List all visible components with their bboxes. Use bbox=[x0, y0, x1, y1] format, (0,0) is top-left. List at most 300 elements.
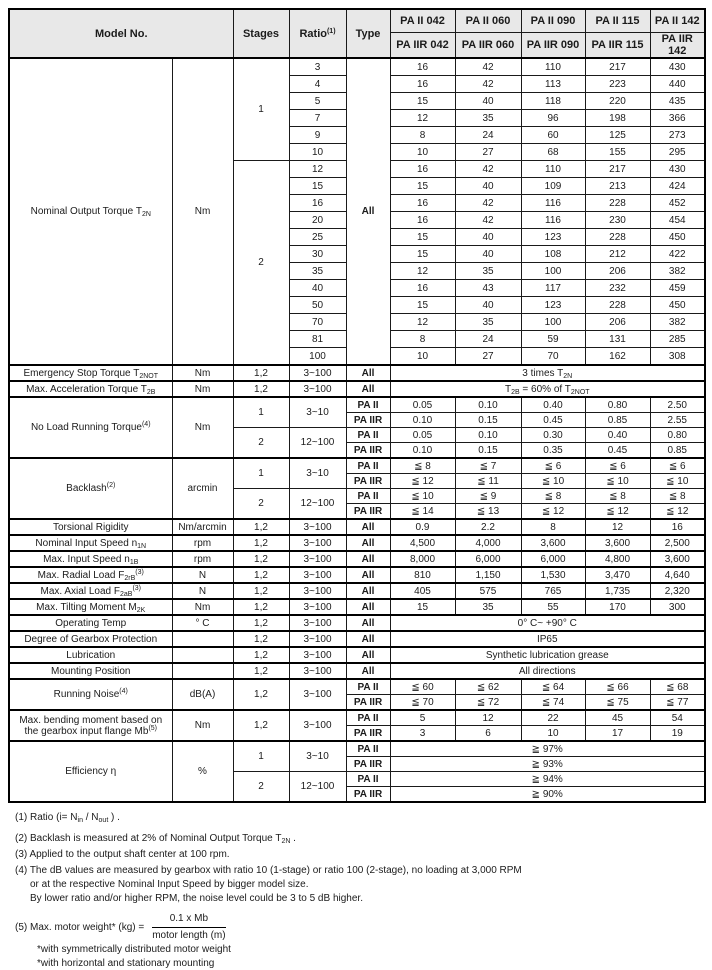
value-cell: 232 bbox=[585, 280, 650, 297]
row-label-max-radial-load: Max. Radial Load $F_{2rB}^{(3)}$ bbox=[9, 567, 172, 583]
value-cell: 40 bbox=[455, 246, 521, 263]
unit-cell bbox=[172, 663, 233, 679]
unit-cell: rpm bbox=[172, 535, 233, 551]
ratio-cell: 35 bbox=[289, 263, 346, 280]
ratio-cell: 3~100 bbox=[289, 599, 346, 615]
row-label-efficiency: Efficiency η bbox=[9, 741, 172, 802]
value-cell: 109 bbox=[521, 178, 585, 195]
ratio-cell: 20 bbox=[289, 212, 346, 229]
stages-cell: 1,2 bbox=[233, 710, 289, 741]
value-cell: 5 bbox=[390, 710, 455, 726]
ratio-cell: 12~100 bbox=[289, 489, 346, 520]
value-cell: 42 bbox=[455, 58, 521, 76]
value-cell: ≦ 8 bbox=[521, 489, 585, 504]
stages-cell: 1,2 bbox=[233, 583, 289, 599]
span-value-cell: ≧ 90% bbox=[390, 787, 705, 803]
table-row bbox=[9, 365, 705, 381]
table-row bbox=[9, 663, 705, 679]
value-cell: ≦ 6 bbox=[650, 458, 705, 474]
row-label-max-tilting-moment: Max. Tilting Moment $M_{2K}$ bbox=[9, 599, 172, 615]
row-label-emergency-stop-torque: Emergency Stop Torque $T_{2NOT}$ bbox=[9, 365, 172, 381]
value-cell: 4,000 bbox=[455, 535, 521, 551]
type-cell: All bbox=[346, 567, 390, 583]
value-cell: 96 bbox=[521, 110, 585, 127]
unit-cell: ° C bbox=[172, 615, 233, 631]
header-model-pa2: PA II 142 bbox=[650, 9, 705, 33]
value-cell: 212 bbox=[585, 246, 650, 263]
value-cell: 24 bbox=[455, 127, 521, 144]
value-cell: 40 bbox=[455, 93, 521, 110]
value-cell: 35 bbox=[455, 599, 521, 615]
header-model-pa2r: PA IIR 042 bbox=[390, 33, 455, 59]
type-cell: All bbox=[346, 365, 390, 381]
footnote-text: (5) Max. motor weight* (kg) = bbox=[15, 921, 145, 933]
unit-cell: Nm bbox=[172, 381, 233, 397]
ratio-cell: 3~100 bbox=[289, 519, 346, 535]
header-model-pa2: PA II 042 bbox=[390, 9, 455, 33]
unit-cell: Nm bbox=[172, 58, 233, 365]
value-cell: 15 bbox=[390, 229, 455, 246]
value-cell: 4,800 bbox=[585, 551, 650, 567]
ratio-cell: 7 bbox=[289, 110, 346, 127]
value-cell: 12 bbox=[455, 710, 521, 726]
value-cell: 217 bbox=[585, 161, 650, 178]
type-cell: PA IIR bbox=[346, 474, 390, 489]
table-row bbox=[9, 519, 705, 535]
gearbox-spec-table bbox=[8, 8, 706, 803]
type-cell: All bbox=[346, 58, 390, 365]
unit-cell: dB(A) bbox=[172, 679, 233, 710]
ratio-cell: 3~100 bbox=[289, 679, 346, 710]
header-model-pa2r: PA IIR 090 bbox=[521, 33, 585, 59]
stages-cell: 1,2 bbox=[233, 567, 289, 583]
value-cell: 40 bbox=[455, 297, 521, 314]
value-cell: ≦ 70 bbox=[390, 695, 455, 711]
ratio-cell: 3~100 bbox=[289, 551, 346, 567]
value-cell: 16 bbox=[650, 519, 705, 535]
value-cell: 430 bbox=[650, 58, 705, 76]
value-cell: 382 bbox=[650, 314, 705, 331]
span-value-cell: IP65 bbox=[390, 631, 705, 647]
stages-cell: 2 bbox=[233, 772, 289, 803]
unit-cell: % bbox=[172, 741, 233, 802]
type-cell: PA II bbox=[346, 428, 390, 443]
value-cell: 27 bbox=[455, 144, 521, 161]
value-cell: 108 bbox=[521, 246, 585, 263]
span-value-cell: $T_{2B} = 60\%$ of $T_{2NOT}$ bbox=[390, 381, 705, 397]
header-model-pa2: PA II 090 bbox=[521, 9, 585, 33]
value-cell: 228 bbox=[585, 229, 650, 246]
ratio-cell: 3~100 bbox=[289, 710, 346, 741]
value-cell: 1,530 bbox=[521, 567, 585, 583]
row-label-nominal-output-torque: Nominal Output Torque $T_{2N}$ bbox=[9, 58, 172, 365]
value-cell: 10 bbox=[521, 726, 585, 742]
value-cell: 295 bbox=[650, 144, 705, 161]
span-value-cell: ≧ 94% bbox=[390, 772, 705, 787]
value-cell: 810 bbox=[390, 567, 455, 583]
value-cell: 382 bbox=[650, 263, 705, 280]
table-row bbox=[9, 710, 705, 726]
value-cell: 60 bbox=[521, 127, 585, 144]
value-cell: 12 bbox=[390, 263, 455, 280]
ratio-cell: 16 bbox=[289, 195, 346, 212]
value-cell: ≦ 62 bbox=[455, 679, 521, 695]
value-cell: ≦ 66 bbox=[585, 679, 650, 695]
ratio-cell: 5 bbox=[289, 93, 346, 110]
row-label-mounting-position: Mounting Position bbox=[9, 663, 172, 679]
value-cell: 0.85 bbox=[650, 443, 705, 459]
value-cell: 454 bbox=[650, 212, 705, 229]
span-value-cell: All directions bbox=[390, 663, 705, 679]
value-cell: 575 bbox=[455, 583, 521, 599]
type-cell: PA IIR bbox=[346, 504, 390, 520]
type-cell: PA IIR bbox=[346, 787, 390, 803]
value-cell: 68 bbox=[521, 144, 585, 161]
footnote-line: (4) The dB values are measured by gearbox with ratio 10 (1-stage) or ratio 100 (2-stage), no loading at 3,000 RPM bbox=[15, 865, 522, 877]
ratio-cell: 3~100 bbox=[289, 381, 346, 397]
value-cell: ≦ 8 bbox=[650, 489, 705, 504]
unit-cell: Nm bbox=[172, 397, 233, 458]
unit-cell: Nm bbox=[172, 710, 233, 741]
type-cell: PA II bbox=[346, 772, 390, 787]
value-cell: 123 bbox=[521, 229, 585, 246]
value-cell: 424 bbox=[650, 178, 705, 195]
unit-cell bbox=[172, 647, 233, 663]
value-cell: 70 bbox=[521, 348, 585, 366]
stages-cell: 1,2 bbox=[233, 615, 289, 631]
value-cell: 59 bbox=[521, 331, 585, 348]
table-row bbox=[9, 535, 705, 551]
footnote-line: (1) Ratio ($i= N_{in} / N_{out}$ ) . bbox=[15, 812, 120, 825]
value-cell: ≦ 11 bbox=[455, 474, 521, 489]
stages-cell: 1,2 bbox=[233, 381, 289, 397]
value-cell: 100 bbox=[521, 314, 585, 331]
ratio-cell: 12~100 bbox=[289, 428, 346, 459]
ratio-cell: 3~100 bbox=[289, 365, 346, 381]
value-cell: 0.10 bbox=[455, 397, 521, 413]
value-cell: 15 bbox=[390, 599, 455, 615]
row-label-max-input-speed: Max. Input Speed $n_{1B}$ bbox=[9, 551, 172, 567]
type-cell: PA IIR bbox=[346, 443, 390, 459]
type-cell: All bbox=[346, 551, 390, 567]
type-cell: PA IIR bbox=[346, 757, 390, 772]
value-cell: 0.45 bbox=[585, 443, 650, 459]
value-cell: 1,735 bbox=[585, 583, 650, 599]
value-cell: 206 bbox=[585, 314, 650, 331]
value-cell: 43 bbox=[455, 280, 521, 297]
value-cell: 8 bbox=[390, 331, 455, 348]
value-cell: 16 bbox=[390, 76, 455, 93]
unit-cell: rpm bbox=[172, 551, 233, 567]
ratio-cell: 3~100 bbox=[289, 631, 346, 647]
unit-cell: arcmin bbox=[172, 458, 233, 519]
value-cell: 366 bbox=[650, 110, 705, 127]
value-cell: 430 bbox=[650, 161, 705, 178]
value-cell: 0.80 bbox=[585, 397, 650, 413]
value-cell: 123 bbox=[521, 297, 585, 314]
header-ratio: Ratio$^{(1)}$ bbox=[289, 9, 346, 58]
value-cell: 6,000 bbox=[455, 551, 521, 567]
value-cell: 24 bbox=[455, 331, 521, 348]
value-cell: 2,500 bbox=[650, 535, 705, 551]
value-cell: 16 bbox=[390, 280, 455, 297]
value-cell: 117 bbox=[521, 280, 585, 297]
stages-cell: 1,2 bbox=[233, 519, 289, 535]
value-cell: 42 bbox=[455, 212, 521, 229]
value-cell: 42 bbox=[455, 76, 521, 93]
value-cell: 2.55 bbox=[650, 413, 705, 428]
value-cell: 450 bbox=[650, 297, 705, 314]
type-cell: All bbox=[346, 519, 390, 535]
value-cell: ≦ 75 bbox=[585, 695, 650, 711]
value-cell: 0.45 bbox=[521, 413, 585, 428]
row-label-max-axial-load: Max. Axial Load $F_{2aB}^{(3)}$ bbox=[9, 583, 172, 599]
type-cell: All bbox=[346, 599, 390, 615]
value-cell: ≦ 60 bbox=[390, 679, 455, 695]
value-cell: ≦ 74 bbox=[521, 695, 585, 711]
unit-cell: Nm/arcmin bbox=[172, 519, 233, 535]
value-cell: 35 bbox=[455, 314, 521, 331]
value-cell: ≦ 9 bbox=[455, 489, 521, 504]
row-label-backlash: Backlash$^{(2)}$ bbox=[9, 458, 172, 519]
value-cell: ≦ 6 bbox=[521, 458, 585, 474]
table-row bbox=[9, 458, 705, 474]
stages-cell: 1,2 bbox=[233, 679, 289, 710]
ratio-cell: 9 bbox=[289, 127, 346, 144]
value-cell: 422 bbox=[650, 246, 705, 263]
value-cell: 765 bbox=[521, 583, 585, 599]
value-cell: 198 bbox=[585, 110, 650, 127]
value-cell: ≦ 10 bbox=[521, 474, 585, 489]
spec-table-header bbox=[9, 9, 705, 58]
value-cell: 15 bbox=[390, 297, 455, 314]
value-cell: 40 bbox=[455, 178, 521, 195]
table-row bbox=[9, 599, 705, 615]
value-cell: 228 bbox=[585, 195, 650, 212]
value-cell: 2.50 bbox=[650, 397, 705, 413]
ratio-cell: 3~10 bbox=[289, 458, 346, 489]
type-cell: PA II bbox=[346, 489, 390, 504]
value-cell: 435 bbox=[650, 93, 705, 110]
value-cell: 12 bbox=[390, 314, 455, 331]
ratio-cell: 3~100 bbox=[289, 647, 346, 663]
value-cell: 8 bbox=[390, 127, 455, 144]
value-cell: ≦ 6 bbox=[585, 458, 650, 474]
value-cell: 273 bbox=[650, 127, 705, 144]
header-model-pa2: PA II 060 bbox=[455, 9, 521, 33]
value-cell: 116 bbox=[521, 212, 585, 229]
value-cell: 450 bbox=[650, 229, 705, 246]
type-cell: PA II bbox=[346, 397, 390, 413]
span-value-cell: 3 times $T_{2N}$ bbox=[390, 365, 705, 381]
stages-cell: 1,2 bbox=[233, 551, 289, 567]
value-cell: 230 bbox=[585, 212, 650, 229]
value-cell: ≦ 7 bbox=[455, 458, 521, 474]
value-cell: 42 bbox=[455, 195, 521, 212]
value-cell: 110 bbox=[521, 58, 585, 76]
value-cell: 459 bbox=[650, 280, 705, 297]
value-cell: 3 bbox=[390, 726, 455, 742]
value-cell: 10 bbox=[390, 144, 455, 161]
value-cell: 228 bbox=[585, 297, 650, 314]
fraction-denominator: motor length (m) bbox=[152, 930, 226, 942]
value-cell: 217 bbox=[585, 58, 650, 76]
table-row bbox=[9, 631, 705, 647]
value-cell: 54 bbox=[650, 710, 705, 726]
table-row bbox=[9, 679, 705, 695]
ratio-cell: 3~100 bbox=[289, 583, 346, 599]
footnote-5-formula bbox=[15, 913, 712, 942]
value-cell: 1,150 bbox=[455, 567, 521, 583]
type-cell: PA II bbox=[346, 710, 390, 726]
value-cell: 2.2 bbox=[455, 519, 521, 535]
span-value-cell: ≧ 93% bbox=[390, 757, 705, 772]
footnote-line: By lower ratio and/or higher RPM, the noise level could be 3 to 5 dB higher. bbox=[30, 893, 363, 905]
table-row bbox=[9, 567, 705, 583]
ratio-cell: 15 bbox=[289, 178, 346, 195]
ratio-cell: 12~100 bbox=[289, 772, 346, 803]
value-cell: 223 bbox=[585, 76, 650, 93]
value-cell: 110 bbox=[521, 161, 585, 178]
value-cell: 6 bbox=[455, 726, 521, 742]
value-cell: ≦ 64 bbox=[521, 679, 585, 695]
ratio-cell: 81 bbox=[289, 331, 346, 348]
stages-cell: 1 bbox=[233, 741, 289, 772]
value-cell: 35 bbox=[455, 263, 521, 280]
unit-cell bbox=[172, 631, 233, 647]
value-cell: 0.15 bbox=[455, 443, 521, 459]
value-cell: ≦ 10 bbox=[585, 474, 650, 489]
value-cell: 285 bbox=[650, 331, 705, 348]
value-cell: 162 bbox=[585, 348, 650, 366]
value-cell: 8 bbox=[521, 519, 585, 535]
header-model-pa2: PA II 115 bbox=[585, 9, 650, 33]
row-label-no-load-running-torque: No Load Running Torque$^{(4)}$ bbox=[9, 397, 172, 458]
value-cell: 300 bbox=[650, 599, 705, 615]
value-cell: ≦ 77 bbox=[650, 695, 705, 711]
ratio-cell: 12 bbox=[289, 161, 346, 178]
footnote-line: (3) Applied to the output shaft center at 100 rpm. bbox=[15, 849, 230, 861]
stages-cell: 1,2 bbox=[233, 365, 289, 381]
stages-cell: 1,2 bbox=[233, 599, 289, 615]
value-cell: 22 bbox=[521, 710, 585, 726]
value-cell: 0.40 bbox=[585, 428, 650, 443]
value-cell: 55 bbox=[521, 599, 585, 615]
type-cell: PA II bbox=[346, 679, 390, 695]
value-cell: 40 bbox=[455, 229, 521, 246]
spec-table-body bbox=[9, 58, 705, 802]
value-cell: ≦ 12 bbox=[585, 504, 650, 520]
stages-cell: 2 bbox=[233, 161, 289, 366]
stages-cell: 1 bbox=[233, 397, 289, 428]
value-cell: 0.15 bbox=[455, 413, 521, 428]
value-cell: 440 bbox=[650, 76, 705, 93]
stages-cell: 1,2 bbox=[233, 647, 289, 663]
unit-cell: N bbox=[172, 583, 233, 599]
table-row bbox=[9, 615, 705, 631]
header-model-pa2r: PA IIR 060 bbox=[455, 33, 521, 59]
value-cell: 0.85 bbox=[585, 413, 650, 428]
type-cell: PA II bbox=[346, 741, 390, 757]
row-label-nominal-input-speed: Nominal Input Speed $n_{1N}$ bbox=[9, 535, 172, 551]
value-cell: 19 bbox=[650, 726, 705, 742]
footnote-line: or at the respective Nominal Input Speed by bigger model size. bbox=[30, 879, 309, 891]
value-cell: ≦ 8 bbox=[585, 489, 650, 504]
table-row bbox=[9, 9, 705, 33]
header-model-pa2r: PA IIR 142 bbox=[650, 33, 705, 59]
value-cell: 452 bbox=[650, 195, 705, 212]
value-cell: ≦ 12 bbox=[390, 474, 455, 489]
stages-cell: 1,2 bbox=[233, 663, 289, 679]
value-cell: 12 bbox=[390, 110, 455, 127]
value-cell: 35 bbox=[455, 110, 521, 127]
value-cell: 0.35 bbox=[521, 443, 585, 459]
ratio-cell: 10 bbox=[289, 144, 346, 161]
span-value-cell: ≧ 97% bbox=[390, 741, 705, 757]
value-cell: ≦ 68 bbox=[650, 679, 705, 695]
footnote-line: (2) Backlash is measured at 2% of Nominal Output Torque $T_{2N}$ . bbox=[15, 833, 296, 846]
value-cell: 12 bbox=[585, 519, 650, 535]
stages-cell: 2 bbox=[233, 428, 289, 459]
type-cell: All bbox=[346, 535, 390, 551]
value-cell: 15 bbox=[390, 93, 455, 110]
ratio-cell: 50 bbox=[289, 297, 346, 314]
header-stages: Stages bbox=[233, 9, 289, 58]
value-cell: 42 bbox=[455, 161, 521, 178]
value-cell: 0.40 bbox=[521, 397, 585, 413]
value-cell: 0.05 bbox=[390, 397, 455, 413]
value-cell: 0.05 bbox=[390, 428, 455, 443]
value-cell: 3,470 bbox=[585, 567, 650, 583]
fraction bbox=[152, 913, 225, 942]
value-cell: 125 bbox=[585, 127, 650, 144]
row-label-gearbox-protection: Degree of Gearbox Protection bbox=[9, 631, 172, 647]
value-cell: 3,600 bbox=[521, 535, 585, 551]
type-cell: PA IIR bbox=[346, 413, 390, 428]
type-cell: PA IIR bbox=[346, 726, 390, 742]
value-cell: 0.10 bbox=[390, 413, 455, 428]
span-value-cell: Synthetic lubrication grease bbox=[390, 647, 705, 663]
value-cell: 4,500 bbox=[390, 535, 455, 551]
value-cell: 100 bbox=[521, 263, 585, 280]
value-cell: 45 bbox=[585, 710, 650, 726]
value-cell: ≦ 12 bbox=[650, 504, 705, 520]
value-cell: ≦ 14 bbox=[390, 504, 455, 520]
type-cell: All bbox=[346, 583, 390, 599]
value-cell: 16 bbox=[390, 161, 455, 178]
value-cell: 17 bbox=[585, 726, 650, 742]
type-cell: All bbox=[346, 615, 390, 631]
value-cell: 15 bbox=[390, 246, 455, 263]
span-value-cell: 0° C~ +90° C bbox=[390, 615, 705, 631]
row-label-operating-temp: Operating Temp bbox=[9, 615, 172, 631]
value-cell: ≦ 10 bbox=[650, 474, 705, 489]
row-label-max-acceleration-torque: Max. Acceleration Torque $T_{2B}$ bbox=[9, 381, 172, 397]
stages-cell: 1 bbox=[233, 458, 289, 489]
value-cell: 16 bbox=[390, 195, 455, 212]
table-row bbox=[9, 397, 705, 413]
header-model-pa2r: PA IIR 115 bbox=[585, 33, 650, 59]
header-type: Type bbox=[346, 9, 390, 58]
type-cell: All bbox=[346, 663, 390, 679]
value-cell: 308 bbox=[650, 348, 705, 366]
header-model-no: Model No. bbox=[9, 9, 233, 58]
ratio-cell: 4 bbox=[289, 76, 346, 93]
table-row bbox=[9, 583, 705, 599]
value-cell: 27 bbox=[455, 348, 521, 366]
value-cell: 4,640 bbox=[650, 567, 705, 583]
stages-cell: 2 bbox=[233, 489, 289, 520]
